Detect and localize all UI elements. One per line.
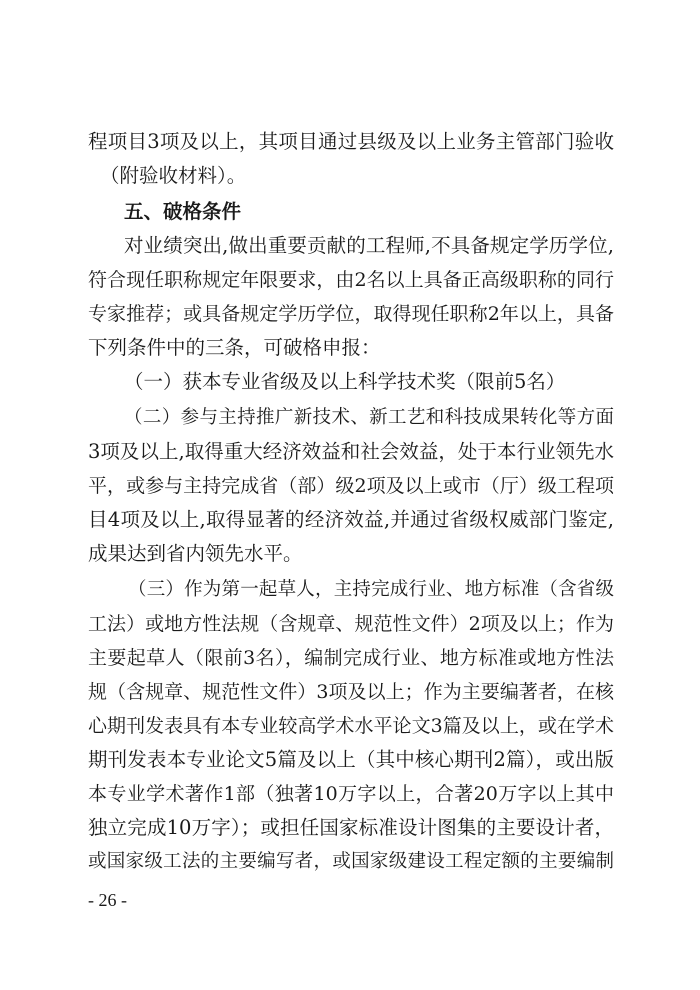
body-line: （附验收材料）。 xyxy=(100,164,247,187)
list-item-3: （三）作为第一起草人，主持完成行业、地方标准（含省级 xyxy=(128,579,614,600)
body-line: 符合现任职称规定年限要求，由2名以上具备正高级职称的同行 xyxy=(88,269,614,291)
body-line: 独立完成10万字）；或担任国家标准设计图集的主要设计者， xyxy=(88,816,614,839)
body-line: 下列条件中的三条，可破格申报： xyxy=(88,336,381,359)
body-line: 工法）或地方性法规（含规章、规范性文件）2项及以上；作为 xyxy=(88,613,614,635)
list-item-1: （一）获本专业省级及以上科学技术奖（限前5名） xyxy=(124,370,566,393)
body-line: 专家推荐；或具备规定学历学位，取得现任职称2年以上，具备 xyxy=(88,303,614,325)
list-item-2: （二）参与主持推广新技术、新工艺和科技成果转化等方面 xyxy=(124,407,614,428)
body-line: 目4项及以上,取得显著的经济效益,并通过省级权威部门鉴定, xyxy=(88,508,614,531)
body-line: 期刊发表本专业论文5篇及以上（其中核心期刊2篇），或出版 xyxy=(88,748,614,771)
body-line: 主要起草人（限前3名），编制完成行业、地方标准或地方性法 xyxy=(88,647,614,669)
body-line: 规（含规章、规范性文件）3项及以上；作为主要编著者，在核 xyxy=(88,681,614,703)
page-number: - 26 - xyxy=(88,890,127,910)
body-line: 3项及以上,取得重大经济效益和社会效益，处于本行业领先水 xyxy=(88,440,614,463)
body-line: 本专业学术著作1部（独著10万字以上，合著20万字以上其中 xyxy=(88,783,614,805)
body-line: 或国家级工法的主要编写者，或国家级建设工程定额的主要编制 xyxy=(88,851,614,872)
body-line: 成果达到省内领先水平。 xyxy=(88,542,303,565)
section-heading: 五、破格条件 xyxy=(124,200,242,223)
paragraph-line: 对业绩突出,做出重要贡献的工程师,不具备规定学历学位, xyxy=(124,234,614,257)
body-line: 程项目3项及以上，其项目通过县级及以上业务主管部门验收 xyxy=(88,130,614,153)
body-line: 心期刊发表具有本专业较高学术水平论文3篇及以上，或在学术 xyxy=(88,715,614,737)
body-line: 平，或参与主持完成省（部）级2项及以上或市（厅）级工程项 xyxy=(88,475,614,497)
